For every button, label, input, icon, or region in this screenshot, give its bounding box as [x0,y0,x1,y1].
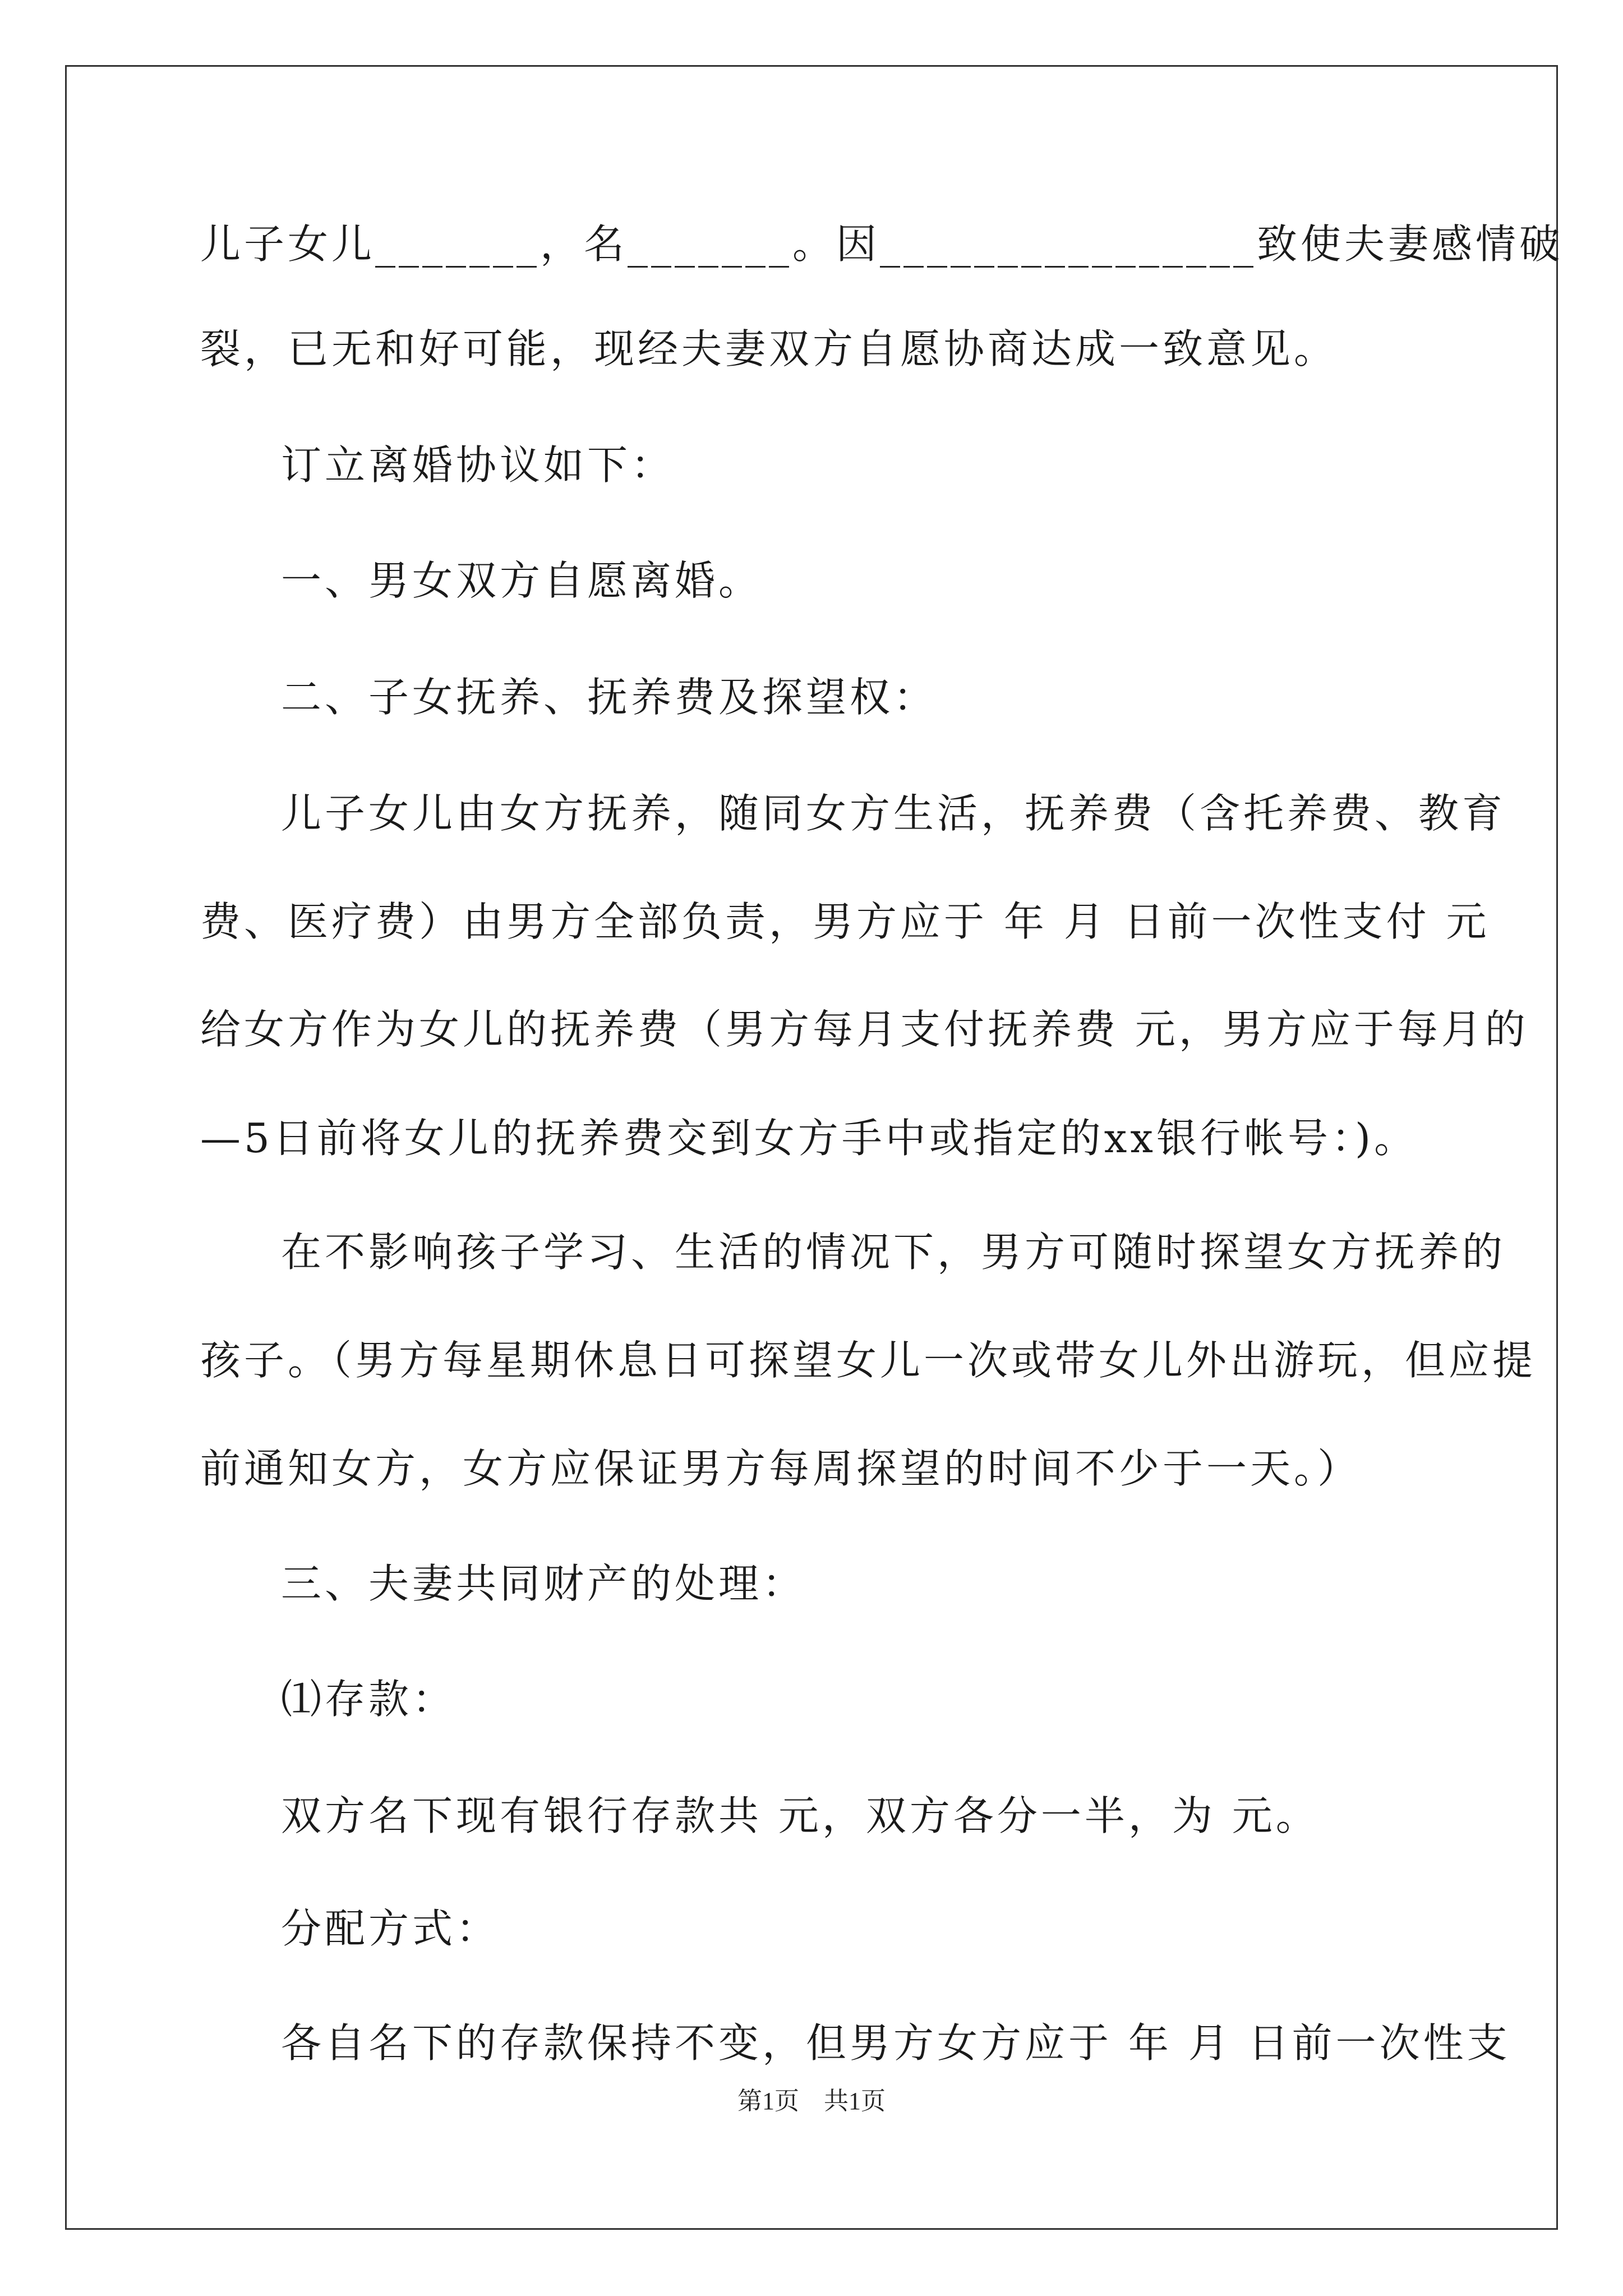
paragraph-line: 二、子女抚养、抚养费及探望权： [281,674,938,721]
paragraph-line: 孩子。（男方每星期休息日可探望女儿一次或带女儿外出游玩，但应提 [200,1337,1537,1384]
paragraph-line: 费、医疗费）由男方全部负责，男方应于 年 月 日前一次性支付 元 [200,898,1490,945]
paragraph-line: 在不影响孩子学习、生活的情况下，男方可随时探望女方抚养的 [281,1228,1506,1276]
paragraph-line: 给女方作为女儿的抚养费（男方每月支付抚养费 元，男方应于每月的 [200,1006,1529,1053]
page-number-footer: 第1页 共1页 [737,2087,886,2115]
paragraph-line: 订立离婚协议如下： [281,441,675,489]
paragraph-line: 儿子女儿由女方抚养，随同女方生活，抚养费（含托养费、教育 [281,790,1506,837]
paragraph-line: —5日前将女儿的抚养费交到女方手中或指定的xx银行帐号：)。 [200,1115,1418,1162]
paragraph-line: 三、夫妻共同财产的处理： [281,1560,806,1607]
paragraph-line: 儿子女儿_______，名_______。因________________致使夫妻感情破 [200,220,1564,268]
paragraph-line: 分配方式： [281,1905,500,1952]
paragraph-line: 一、男女双方自愿离婚。 [281,557,763,604]
paragraph-line: 裂，已无和好可能，现经夫妻双方自愿协商达成一致意见。 [200,325,1338,372]
paragraph-line: ⑴存款： [281,1676,457,1723]
paragraph-line: 前通知女方，女方应保证男方每周探望的时间不少于一天。） [200,1445,1362,1492]
paragraph-line: 各自名下的存款保持不变，但男方女方应于 年 月 日前一次性支 [281,2019,1511,2067]
paragraph-line: 双方名下现有银行存款共 元，双方各分一半，为 元。 [281,1792,1320,1839]
